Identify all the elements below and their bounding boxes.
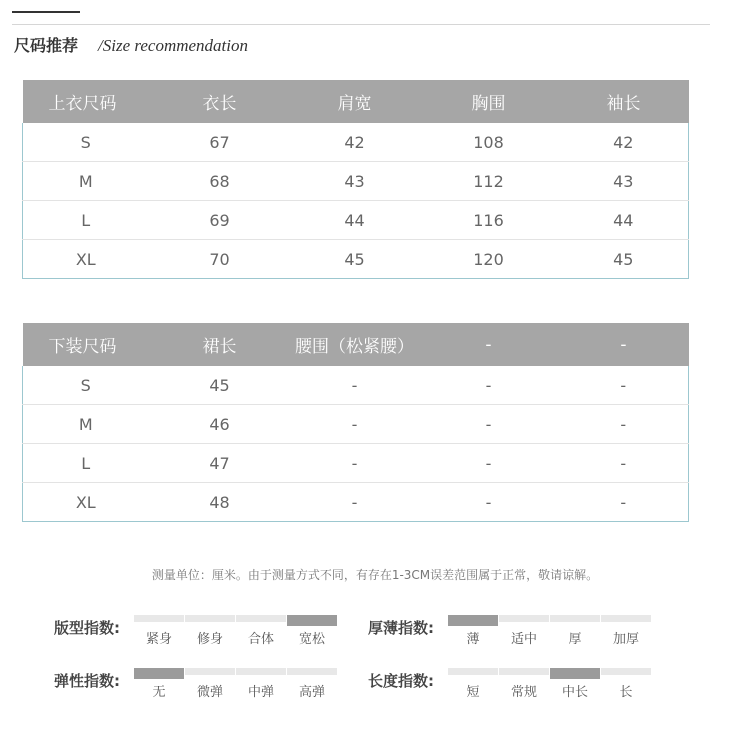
index-option: [134, 615, 184, 647]
table-cell: XL: [23, 240, 149, 279]
index-option: [499, 615, 549, 647]
table-cell: -: [559, 483, 689, 522]
index-option: [448, 615, 498, 647]
table-row: [23, 444, 689, 483]
table-cell: 45: [149, 366, 291, 405]
table-cell: S: [23, 123, 149, 162]
index-bar: [448, 668, 498, 675]
index-option-label: 修身: [196, 632, 223, 647]
index-option-label: 紧身: [145, 632, 172, 647]
index-bar: [236, 668, 286, 675]
heading-cn: 尺码推荐: [14, 36, 79, 55]
index-bar: [287, 615, 337, 626]
column-header: 腰围（松紧腰）: [291, 323, 419, 366]
table-cell: 69: [149, 201, 291, 240]
table-row: [23, 483, 689, 522]
index-scale: [134, 668, 338, 700]
table-cell: 45: [559, 240, 689, 279]
table-cell: 48: [149, 483, 291, 522]
index-bar: [550, 615, 600, 622]
index-option-label: 高弹: [298, 685, 325, 700]
column-header: 袖长: [559, 80, 689, 123]
table-cell: 44: [291, 201, 419, 240]
table-cell: -: [291, 444, 419, 483]
index-option-label: 中长: [561, 685, 588, 700]
table-cell: 112: [419, 162, 559, 201]
table-cell: 108: [419, 123, 559, 162]
heading-en: /Size recommendation: [98, 36, 248, 55]
table-cell: M: [23, 162, 149, 201]
table-cell: L: [23, 444, 149, 483]
index-option: [550, 615, 600, 647]
table-cell: -: [419, 405, 559, 444]
index-bar: [134, 668, 184, 679]
index-bar: [550, 668, 600, 679]
table-cell: 44: [559, 201, 689, 240]
index-option-label: 常规: [510, 685, 537, 700]
index-label: 弹性指数:: [54, 672, 120, 690]
index-bar: [185, 668, 235, 675]
top-size-table: [22, 80, 689, 279]
index-bar: [499, 668, 549, 675]
index-label: 版型指数:: [54, 619, 120, 637]
index-option-label: 适中: [510, 632, 537, 647]
table-cell: 67: [149, 123, 291, 162]
top-accent-bar: [12, 11, 80, 13]
column-header: 上衣尺码: [23, 80, 149, 123]
table-cell: -: [291, 366, 419, 405]
column-header: 下装尺码: [23, 323, 149, 366]
index-option-label: 微弹: [196, 685, 223, 700]
table-cell: 42: [291, 123, 419, 162]
index-option-label: 厚: [568, 632, 582, 647]
index-option: [287, 615, 337, 647]
index-option-label: 长: [619, 685, 633, 700]
table-cell: 70: [149, 240, 291, 279]
table-cell: 116: [419, 201, 559, 240]
table-cell: -: [419, 483, 559, 522]
index-scale: [448, 615, 652, 647]
table-cell: -: [291, 483, 419, 522]
table-cell: -: [559, 444, 689, 483]
index-option-label: 宽松: [298, 632, 325, 647]
table-row: [23, 405, 689, 444]
index-bar: [236, 615, 286, 622]
table-cell: -: [419, 444, 559, 483]
index-bar: [601, 615, 651, 622]
top-divider: [12, 24, 710, 25]
section-heading: [14, 33, 248, 55]
index-option: [287, 668, 337, 700]
bottom-size-table: [22, 323, 689, 522]
table-cell: 45: [291, 240, 419, 279]
table-cell: 42: [559, 123, 689, 162]
index-option: [601, 615, 651, 647]
index-option: [550, 668, 600, 700]
table-cell: 120: [419, 240, 559, 279]
index-option: [185, 615, 235, 647]
index-scale: [448, 668, 652, 700]
index-option-label: 短: [466, 685, 480, 700]
table-cell: XL: [23, 483, 149, 522]
index-option: [236, 615, 286, 647]
index-option: [499, 668, 549, 700]
table-row: [23, 201, 689, 240]
table-cell: L: [23, 201, 149, 240]
table-cell: -: [559, 366, 689, 405]
table-cell: 43: [559, 162, 689, 201]
column-header: 肩宽: [291, 80, 419, 123]
column-header: -: [419, 323, 559, 366]
index-label: 厚薄指数:: [368, 619, 434, 637]
table-row: [23, 240, 689, 279]
measurement-note: 测量单位：厘米。由于测量方式不同，有存在1-3CM误差范围属于正常，敬请谅解。: [151, 568, 599, 582]
column-header: 胸围: [419, 80, 559, 123]
index-option-label: 中弹: [247, 685, 274, 700]
table-cell: 47: [149, 444, 291, 483]
index-option-label: 加厚: [612, 632, 639, 647]
table-row: [23, 123, 689, 162]
index-option: [134, 668, 184, 700]
column-header: -: [559, 323, 689, 366]
table-cell: -: [291, 405, 419, 444]
table-cell: 68: [149, 162, 291, 201]
index-option: [448, 668, 498, 700]
index-option-label: 合体: [247, 632, 274, 647]
table-cell: -: [419, 366, 559, 405]
index-option-label: 薄: [466, 632, 480, 647]
table-cell: 43: [291, 162, 419, 201]
table-row: [23, 162, 689, 201]
table-header-row: [23, 323, 689, 366]
column-header: 衣长: [149, 80, 291, 123]
table-cell: S: [23, 366, 149, 405]
index-label: 长度指数:: [368, 672, 434, 690]
index-bar: [601, 668, 651, 675]
index-scale: [134, 615, 338, 647]
index-option: [601, 668, 651, 700]
index-bar: [185, 615, 235, 622]
table-cell: M: [23, 405, 149, 444]
index-bar: [448, 615, 498, 626]
index-option: [185, 668, 235, 700]
table-cell: 46: [149, 405, 291, 444]
index-bar: [499, 615, 549, 622]
index-option-label: 无: [152, 685, 166, 700]
index-bar: [134, 615, 184, 622]
index-bar: [287, 668, 337, 675]
table-header-row: [23, 80, 689, 123]
table-row: [23, 366, 689, 405]
index-option: [236, 668, 286, 700]
column-header: 裙长: [149, 323, 291, 366]
table-cell: -: [559, 405, 689, 444]
